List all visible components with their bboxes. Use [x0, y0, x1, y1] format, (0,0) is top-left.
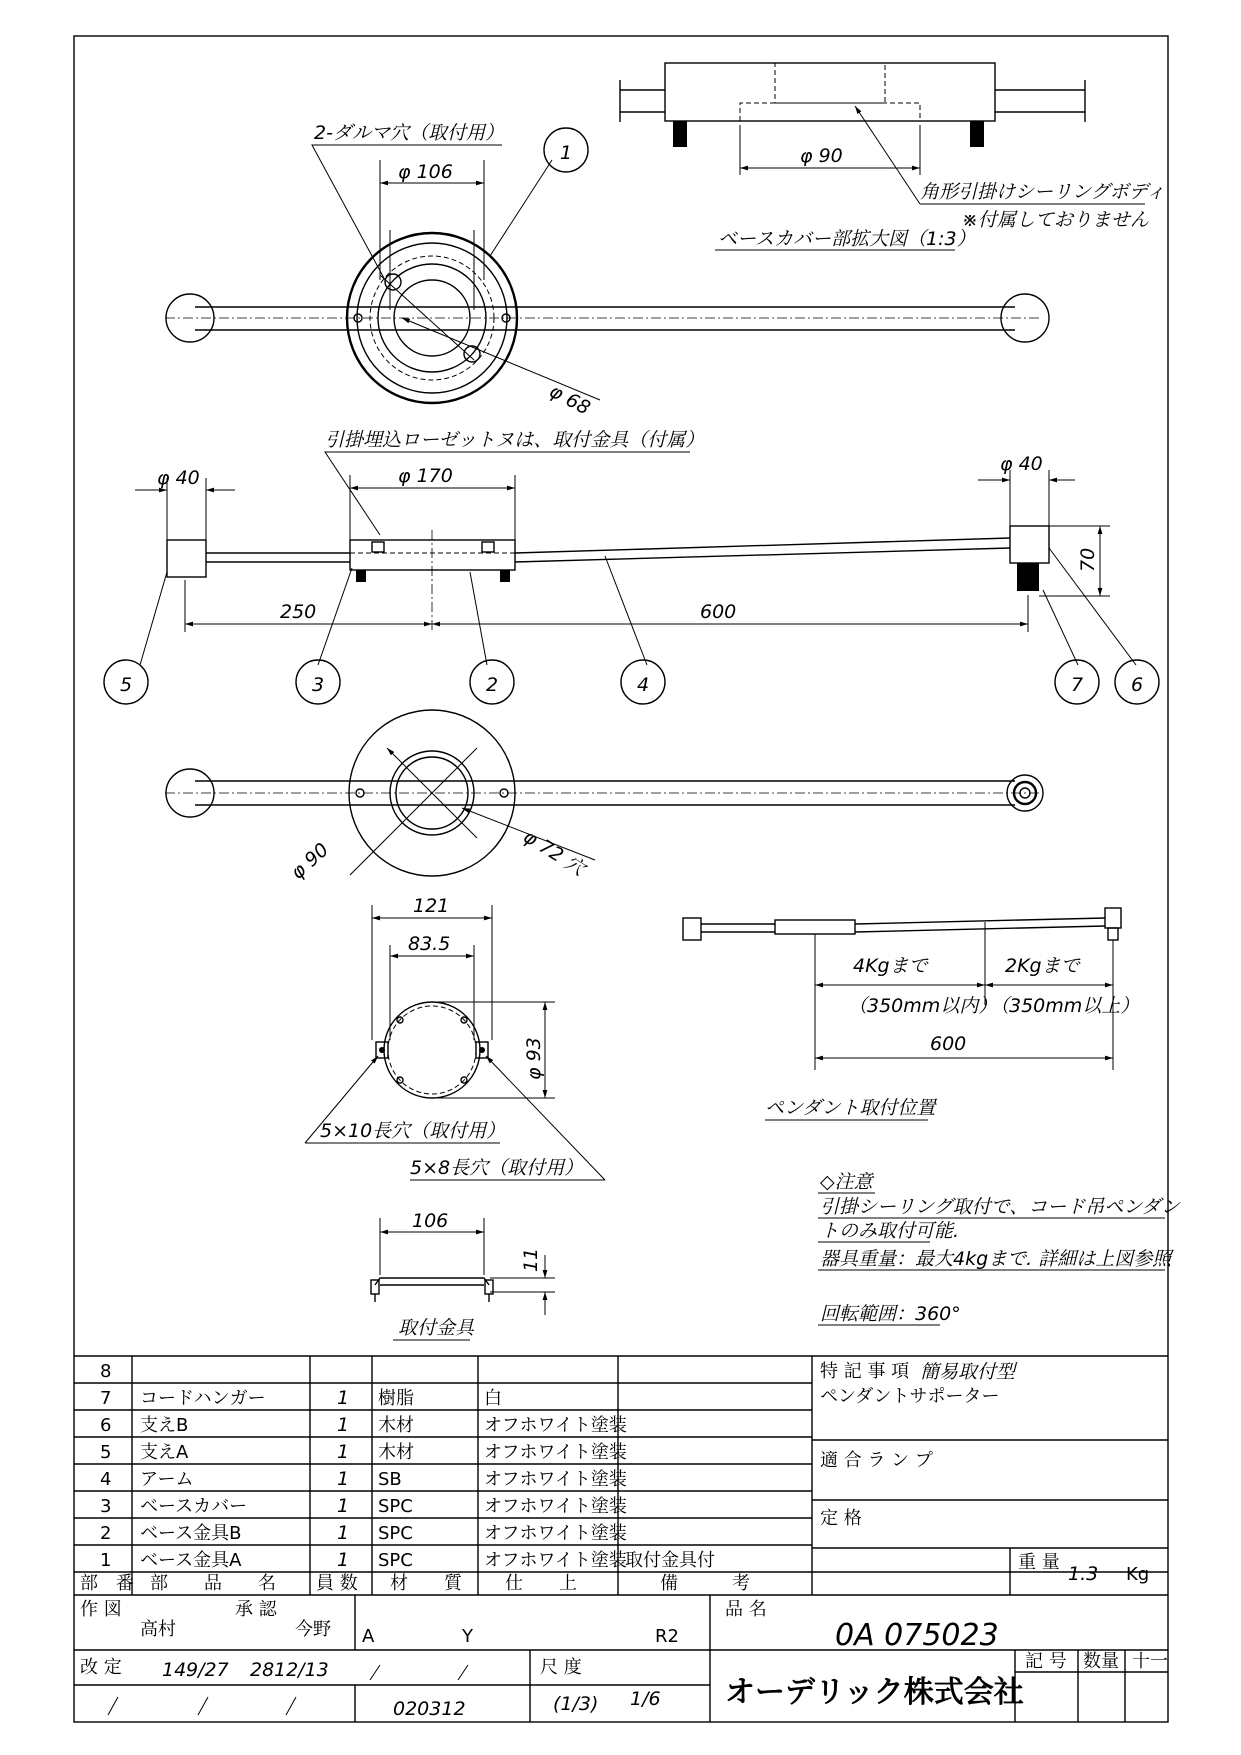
svg-text:1: 1 [337, 1441, 350, 1463]
bottom-view [165, 710, 1043, 876]
load-2kg: 2Kgまで [1005, 955, 1080, 977]
svg-text:1: 1 [100, 1550, 112, 1571]
balloon-4: 4 [636, 674, 650, 696]
parts-table-header [80, 1573, 750, 1594]
bracket-w106: 106 [412, 1210, 449, 1232]
svg-text:SPC: SPC [378, 1550, 413, 1571]
bottom-d72: φ 72 穴 [519, 825, 589, 881]
svg-text:ベース金具A: ベース金具A [140, 1550, 242, 1571]
top-view [165, 128, 1049, 403]
detail-d90: φ 90 [800, 145, 843, 167]
drawn-label: 作 図 [80, 1599, 122, 1620]
plus-minus-label: 十一 [1132, 1651, 1168, 1672]
svg-text:1: 1 [337, 1522, 350, 1544]
bottom-d90: φ 90 [286, 838, 334, 884]
balloon-3: 3 [311, 674, 325, 696]
notes-heading: ◇注意 [820, 1171, 873, 1193]
svg-text:SB: SB [378, 1469, 402, 1490]
parts-row-3 [100, 1495, 627, 1517]
load-range-4kg: （350mm以内） [848, 995, 998, 1017]
svg-text:オフホワイト塗装: オフホワイト塗装 [484, 1442, 627, 1463]
plate-w121: 121 [413, 895, 450, 917]
svg-text:オフホワイト塗装: オフホワイト塗装 [484, 1550, 627, 1571]
compatible-lamp-label: 適 合 ラ ン プ [820, 1450, 933, 1471]
svg-text:7: 7 [100, 1388, 112, 1409]
svg-text:材 質: 材 質 [390, 1573, 462, 1594]
scale-detail: (1/3) [553, 1693, 599, 1715]
svg-text:オフホワイト塗装: オフホワイト塗装 [484, 1415, 627, 1436]
revision-label: 改 定 [80, 1657, 122, 1678]
svg-text:1: 1 [337, 1414, 350, 1436]
svg-text:オフホワイト塗装: オフホワイト塗装 [484, 1469, 627, 1490]
svg-text:部 品 名: 部 品 名 [150, 1573, 276, 1594]
product-number: 0A 075023 [835, 1618, 999, 1653]
svg-text:仕 上: 仕 上 [505, 1573, 577, 1594]
code-a: A [362, 1626, 375, 1647]
weight-unit: Kg [1126, 1564, 1150, 1585]
revision-2-year: 28 [250, 1659, 275, 1681]
parts-row-6 [100, 1414, 627, 1436]
rosette-label: 引掛埋込ローゼットヌは、取付金具（付属） [325, 429, 705, 451]
notes-line2: トのみ取付可能. [820, 1220, 960, 1242]
plate-w835: 83.5 [408, 933, 451, 955]
drawn-by: 高村 [140, 1619, 176, 1640]
mark-label: 記 号 [1025, 1651, 1067, 1672]
svg-text:樹脂: 樹脂 [378, 1388, 414, 1409]
svg-text:オフホワイト塗装: オフホワイト塗装 [484, 1523, 627, 1544]
side-len600: 600 [700, 601, 737, 623]
load-4kg: 4Kgまで [853, 955, 928, 977]
quantity-label: 数量 [1083, 1651, 1119, 1672]
svg-text:6: 6 [100, 1415, 112, 1436]
parts-row-1 [100, 1549, 715, 1571]
bracket-title: 取付金具 [398, 1317, 475, 1339]
product-label: 品 名 [725, 1599, 767, 1620]
svg-text:1: 1 [337, 1468, 350, 1490]
parts-row-5 [100, 1441, 627, 1463]
top-d68: φ 68 [545, 379, 594, 420]
svg-text:2: 2 [100, 1523, 112, 1544]
svg-text:5: 5 [100, 1442, 112, 1463]
side-view [104, 452, 1159, 704]
svg-text:1: 1 [337, 1387, 350, 1409]
parts-row-8 [100, 1361, 111, 1382]
notes-line3: 器具重量：最大4kgまで. 詳細は上図参照 [820, 1248, 1172, 1270]
detail-view-title: ベースカバー部拡大図（1:3） [718, 228, 976, 250]
revision-1-year: 14 [162, 1659, 187, 1681]
revision-2-date: 12/13 [274, 1659, 329, 1681]
code-r2: R2 [655, 1626, 679, 1647]
svg-text:ベース金具B: ベース金具B [140, 1523, 242, 1544]
svg-text:木材: 木材 [378, 1415, 414, 1436]
svg-text:1: 1 [337, 1495, 350, 1517]
top-d106: φ 106 [398, 161, 453, 183]
approved-label: 承 認 [235, 1599, 277, 1620]
svg-text:支えA: 支えA [140, 1442, 189, 1463]
svg-text:4: 4 [100, 1469, 112, 1490]
company-name: オーデリック株式会社 [725, 1675, 1024, 1710]
balloon-1: 1 [559, 142, 573, 164]
svg-text:取付金具付: 取付金具付 [625, 1550, 715, 1571]
svg-text:3: 3 [100, 1496, 112, 1517]
load-len600: 600 [930, 1033, 967, 1055]
ceiling-body-label: 角形引掛けシーリングボディ [920, 181, 1166, 203]
scale-label: 尺 度 [540, 1657, 582, 1678]
svg-text:8: 8 [100, 1361, 112, 1382]
revision-1-date: 9/27 [186, 1659, 229, 1681]
side-d40-left: φ 40 [157, 467, 200, 489]
svg-text:アーム: アーム [140, 1469, 194, 1490]
svg-text:支えB: 支えB [140, 1415, 189, 1436]
parts-row-2 [100, 1522, 627, 1544]
svg-text:白: 白 [484, 1388, 502, 1409]
bracket-h11: 11 [520, 1247, 542, 1272]
plate-h93: φ 93 [523, 1037, 545, 1080]
side-h70: 70 [1077, 547, 1099, 572]
approved-by: 今野 [295, 1619, 331, 1640]
balloon-2: 2 [485, 674, 499, 696]
weight-value: 1.3 [1068, 1563, 1099, 1585]
load-range-2kg: （350mm以上） [990, 995, 1140, 1017]
balloon-6: 6 [1130, 674, 1144, 696]
balloon-5: 5 [119, 674, 133, 696]
notes-line1: 引掛シーリング取付で、コード吊ペンダン [820, 1196, 1180, 1218]
not-included-note: ※付属しておりません [962, 209, 1149, 231]
rating-label: 定 格 [820, 1508, 862, 1529]
svg-text:木材: 木材 [378, 1442, 414, 1463]
keyhole-label: 2-ダルマ穴（取付用） [314, 122, 504, 144]
side-len250: 250 [280, 601, 317, 623]
svg-text:ベースカバー: ベースカバー [140, 1496, 248, 1517]
svg-text:SPC: SPC [378, 1523, 413, 1544]
svg-text:オフホワイト塗装: オフホワイト塗装 [484, 1496, 627, 1517]
load-view-title: ペンダント取付位置 [765, 1097, 936, 1119]
scale-main: 1/6 [630, 1688, 661, 1710]
svg-text:備 考: 備 考 [660, 1573, 750, 1594]
svg-text:コードハンガー: コードハンガー [140, 1388, 266, 1409]
svg-text:員 数: 員 数 [316, 1573, 358, 1594]
parts-row-4 [100, 1468, 627, 1490]
weight-label: 重 量 [1018, 1552, 1060, 1573]
notes-line4: 回転範囲：360° [820, 1303, 961, 1325]
parts-row-7 [100, 1387, 502, 1409]
balloon-7: 7 [1070, 674, 1084, 696]
date-code: 020312 [393, 1698, 466, 1720]
slot-5x8-label: 5×8長穴（取付用） [410, 1157, 584, 1179]
special-notes-label: 特 記 事 項 [820, 1361, 910, 1382]
svg-text:部 番: 部 番 [80, 1573, 134, 1594]
svg-text:SPC: SPC [378, 1496, 413, 1517]
slot-5x10-label: 5×10長穴（取付用） [320, 1120, 506, 1142]
code-y: Y [462, 1626, 473, 1647]
side-d40-right: φ 40 [1000, 453, 1043, 475]
svg-text:1: 1 [337, 1549, 350, 1571]
side-d170: φ 170 [398, 465, 453, 487]
special-notes-value1: 簡易取付型 [920, 1361, 1016, 1383]
special-notes-value2: ペンダントサポーター [820, 1386, 1000, 1407]
